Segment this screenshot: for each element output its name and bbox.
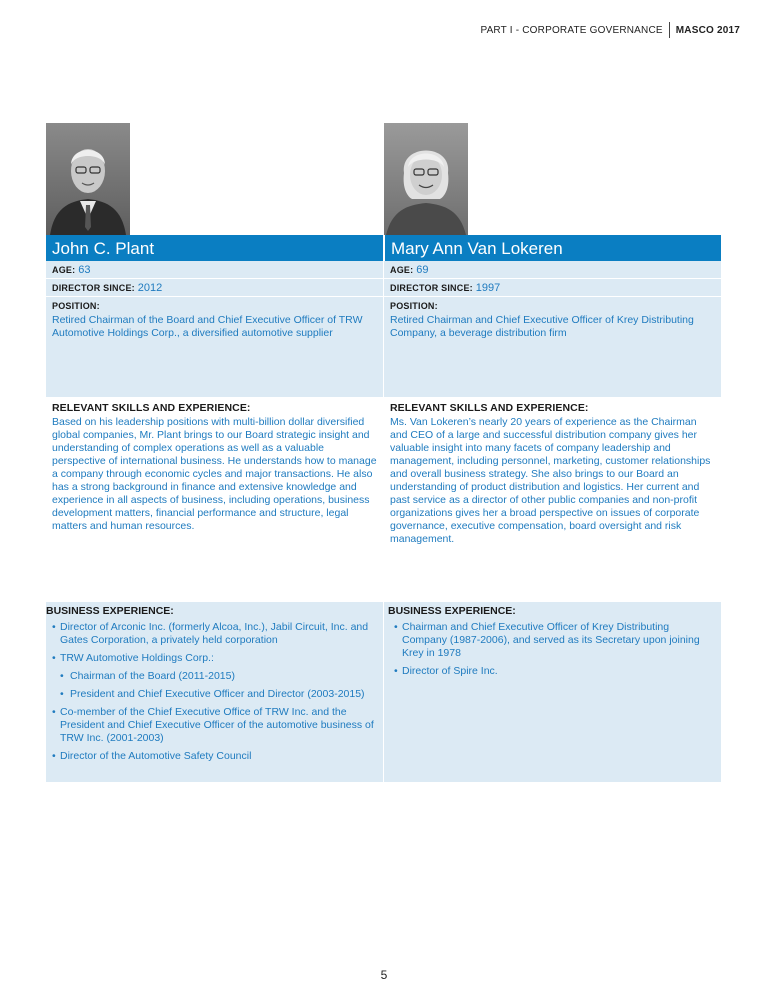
director-name-van-lokeren: Mary Ann Van Lokeren bbox=[384, 235, 721, 261]
position-text: Retired Chairman of the Board and Chief Executive Officer of TRW Automotive Holdings Corp., a diversified automotive supplier bbox=[52, 314, 363, 339]
position-label: POSITION: bbox=[390, 301, 438, 311]
position-box bbox=[384, 297, 721, 397]
bullet-icon: • bbox=[60, 670, 64, 682]
header-divider bbox=[669, 22, 670, 38]
list-item-text: Chairman and Chief Executive Officer of Krey Distributing Company (1987-2006), and served as its Secretary upon joining Krey in 1978 bbox=[402, 621, 700, 659]
bullet-icon: • bbox=[394, 665, 398, 677]
bullet-icon: • bbox=[394, 621, 398, 633]
list-item-text: Director of Spire Inc. bbox=[402, 665, 498, 677]
page-header bbox=[480, 22, 740, 38]
age-label: AGE: bbox=[390, 265, 414, 275]
director-since-row bbox=[46, 279, 383, 296]
position-text: Retired Chairman and Chief Executive Officer of Krey Distributing Company, a beverage distribution firm bbox=[390, 314, 694, 339]
list-item bbox=[46, 750, 377, 763]
director-photo-van-lokeren bbox=[384, 123, 468, 235]
skills-text: Based on his leadership positions with multi-billion dollar diversified global companies, Mr. Plant brings to our Board strategic insight and understanding of complex operations as well as a valuable perspective of international business. He understands how to manage a company through economic cycles and major transactions. He also has a strong background in finance and extensive knowledge and experience in all aspects of business, including operations, business development matters, financial performance and structure, legal matters and human resources. bbox=[52, 416, 377, 532]
business-experience-list bbox=[388, 621, 715, 678]
bullet-icon: • bbox=[52, 621, 56, 633]
list-item-text: TRW Automotive Holdings Corp.: bbox=[60, 652, 214, 664]
skills-label: RELEVANT SKILLS AND EXPERIENCE: bbox=[390, 402, 589, 414]
director-name-plant: John C. Plant bbox=[46, 235, 383, 261]
bullet-icon: • bbox=[52, 750, 56, 762]
list-item-text: Co-member of the Chief Executive Office of TRW Inc. and the President and Chief Executive Officer of the automotive business of TRW Inc. (2001-2003) bbox=[60, 706, 374, 744]
age-value: 69 bbox=[416, 264, 429, 276]
list-item-text: Director of the Automotive Safety Council bbox=[60, 750, 252, 762]
list-item bbox=[388, 621, 715, 660]
list-item bbox=[46, 706, 377, 745]
list-item bbox=[46, 621, 377, 647]
director-since-label: DIRECTOR SINCE: bbox=[52, 283, 135, 293]
list-item bbox=[46, 670, 377, 683]
age-label: AGE: bbox=[52, 265, 76, 275]
business-experience-box bbox=[46, 602, 383, 782]
director-since-row bbox=[384, 279, 721, 296]
list-item-text: Chairman of the Board (2011-2015) bbox=[70, 670, 235, 682]
director-photo-plant bbox=[46, 123, 130, 235]
director-since-value: 1997 bbox=[475, 282, 501, 294]
skills-section bbox=[46, 402, 383, 533]
section-title: PART I - CORPORATE GOVERNANCE bbox=[480, 24, 663, 36]
page-number: 5 bbox=[380, 968, 388, 982]
business-experience-label: BUSINESS EXPERIENCE: bbox=[46, 605, 174, 617]
list-item-text: Director of Arconic Inc. (formerly Alcoa, Inc.), Jabil Circuit, Inc. and Gates Corporation, a privately held corporation bbox=[60, 621, 369, 646]
list-item-text: President and Chief Executive Officer and Director (2003-2015) bbox=[70, 688, 365, 700]
director-since-label: DIRECTOR SINCE: bbox=[390, 283, 473, 293]
age-value: 63 bbox=[78, 264, 91, 276]
director-since-value: 2012 bbox=[137, 282, 163, 294]
skills-text: Ms. Van Lokeren’s nearly 20 years of experience as the Chairman and CEO of a large and successful distribution company gives her valuable insight into many facets of company leadership and management, including personnel, marketing, customer relationships and overall business strategy. She also brings to our Board an understanding of product distribution and logistics. Her current and past service as a director of other public companies and non-profit organizations gives her a broad perspective on issues of corporate governance, executive compensation, board oversight and risk management. bbox=[390, 416, 711, 545]
skills-label: RELEVANT SKILLS AND EXPERIENCE: bbox=[52, 402, 251, 414]
age-row bbox=[46, 261, 383, 278]
age-row bbox=[384, 261, 721, 278]
business-experience-list bbox=[46, 621, 377, 763]
list-item bbox=[46, 688, 377, 701]
business-experience-box bbox=[384, 602, 721, 782]
bullet-icon: • bbox=[52, 652, 56, 664]
position-label: POSITION: bbox=[52, 301, 100, 311]
brand-label: MASCO 2017 bbox=[675, 24, 740, 36]
position-box bbox=[46, 297, 383, 397]
list-item bbox=[46, 652, 377, 665]
list-item bbox=[388, 665, 715, 678]
bullet-icon: • bbox=[60, 688, 64, 700]
bullet-icon: • bbox=[52, 706, 56, 718]
business-experience-label: BUSINESS EXPERIENCE: bbox=[388, 605, 516, 617]
skills-section bbox=[384, 402, 721, 546]
